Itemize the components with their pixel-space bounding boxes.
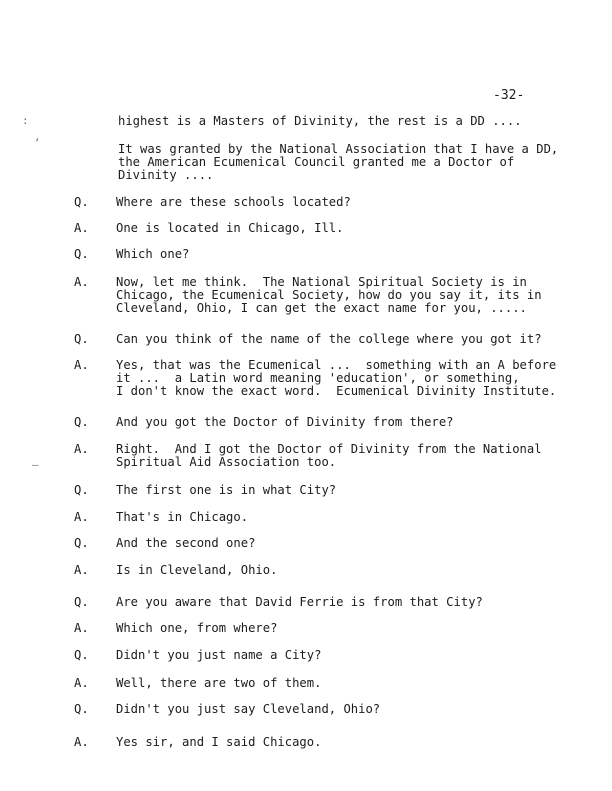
speaker-label: A. <box>74 621 89 635</box>
exchange-text: Yes, that was the Ecumenical ... something with an A before it ... a Latin word meaning 'education', or something, I don't know the exact word. Ecumenical Divinity Institute. <box>116 358 557 398</box>
speaker-label: A. <box>74 563 89 577</box>
speaker-label: Q. <box>74 247 89 261</box>
speaker-label: A. <box>74 735 89 749</box>
speaker-label: A. <box>74 275 89 289</box>
speaker-label: Q. <box>74 483 89 497</box>
margin-mark: , <box>34 130 41 143</box>
speaker-label: Q. <box>74 195 89 209</box>
exchange-text: That's in Chicago. <box>116 510 249 524</box>
exchange-text: Didn't you just say Cleveland, Ohio? <box>116 702 381 716</box>
intro-paragraph: It was granted by the National Association that I have a DD, the American Ecumenical Council granted me a Doctor of Divinity .... <box>118 142 559 182</box>
exchange-text: Right. And I got the Doctor of Divinity from the National Spiritual Aid Association too. <box>116 442 542 469</box>
margin-mark: : <box>22 114 29 127</box>
exchange-text: Well, there are two of them. <box>116 676 322 690</box>
speaker-label: A. <box>74 510 89 524</box>
speaker-label: Q. <box>74 332 89 346</box>
exchange-text: Didn't you just name a City? <box>116 648 322 662</box>
speaker-label: Q. <box>74 415 89 429</box>
exchange-text: The first one is in what City? <box>116 483 337 497</box>
intro-paragraph: highest is a Masters of Divinity, the rest is a DD .... <box>118 114 522 128</box>
speaker-label: A. <box>74 676 89 690</box>
exchange-text: One is located in Chicago, Ill. <box>116 221 344 235</box>
speaker-label: Q. <box>74 536 89 550</box>
speaker-label: A. <box>74 442 89 456</box>
exchange-text: Is in Cleveland, Ohio. <box>116 563 278 577</box>
exchange-text: Are you aware that David Ferrie is from that City? <box>116 595 483 609</box>
speaker-label: A. <box>74 221 89 235</box>
speaker-label: A. <box>74 358 89 372</box>
speaker-label: Q. <box>74 595 89 609</box>
page-number: -32- <box>493 88 525 103</box>
margin-mark: — <box>32 458 39 471</box>
exchange-text: Where are these schools located? <box>116 195 351 209</box>
exchange-text: And you got the Doctor of Divinity from there? <box>116 415 454 429</box>
exchange-text: Can you think of the name of the college where you got it? <box>116 332 542 346</box>
exchange-text: Which one? <box>116 247 190 261</box>
exchange-text: Which one, from where? <box>116 621 278 635</box>
exchange-text: And the second one? <box>116 536 256 550</box>
speaker-label: Q. <box>74 702 89 716</box>
speaker-label: Q. <box>74 648 89 662</box>
exchange-text: Now, let me think. The National Spiritual Society is in Chicago, the Ecumenical Society, how do you say it, its in Cleveland, Ohio, I can get the exact name for you, ..... <box>116 275 542 315</box>
exchange-text: Yes sir, and I said Chicago. <box>116 735 322 749</box>
